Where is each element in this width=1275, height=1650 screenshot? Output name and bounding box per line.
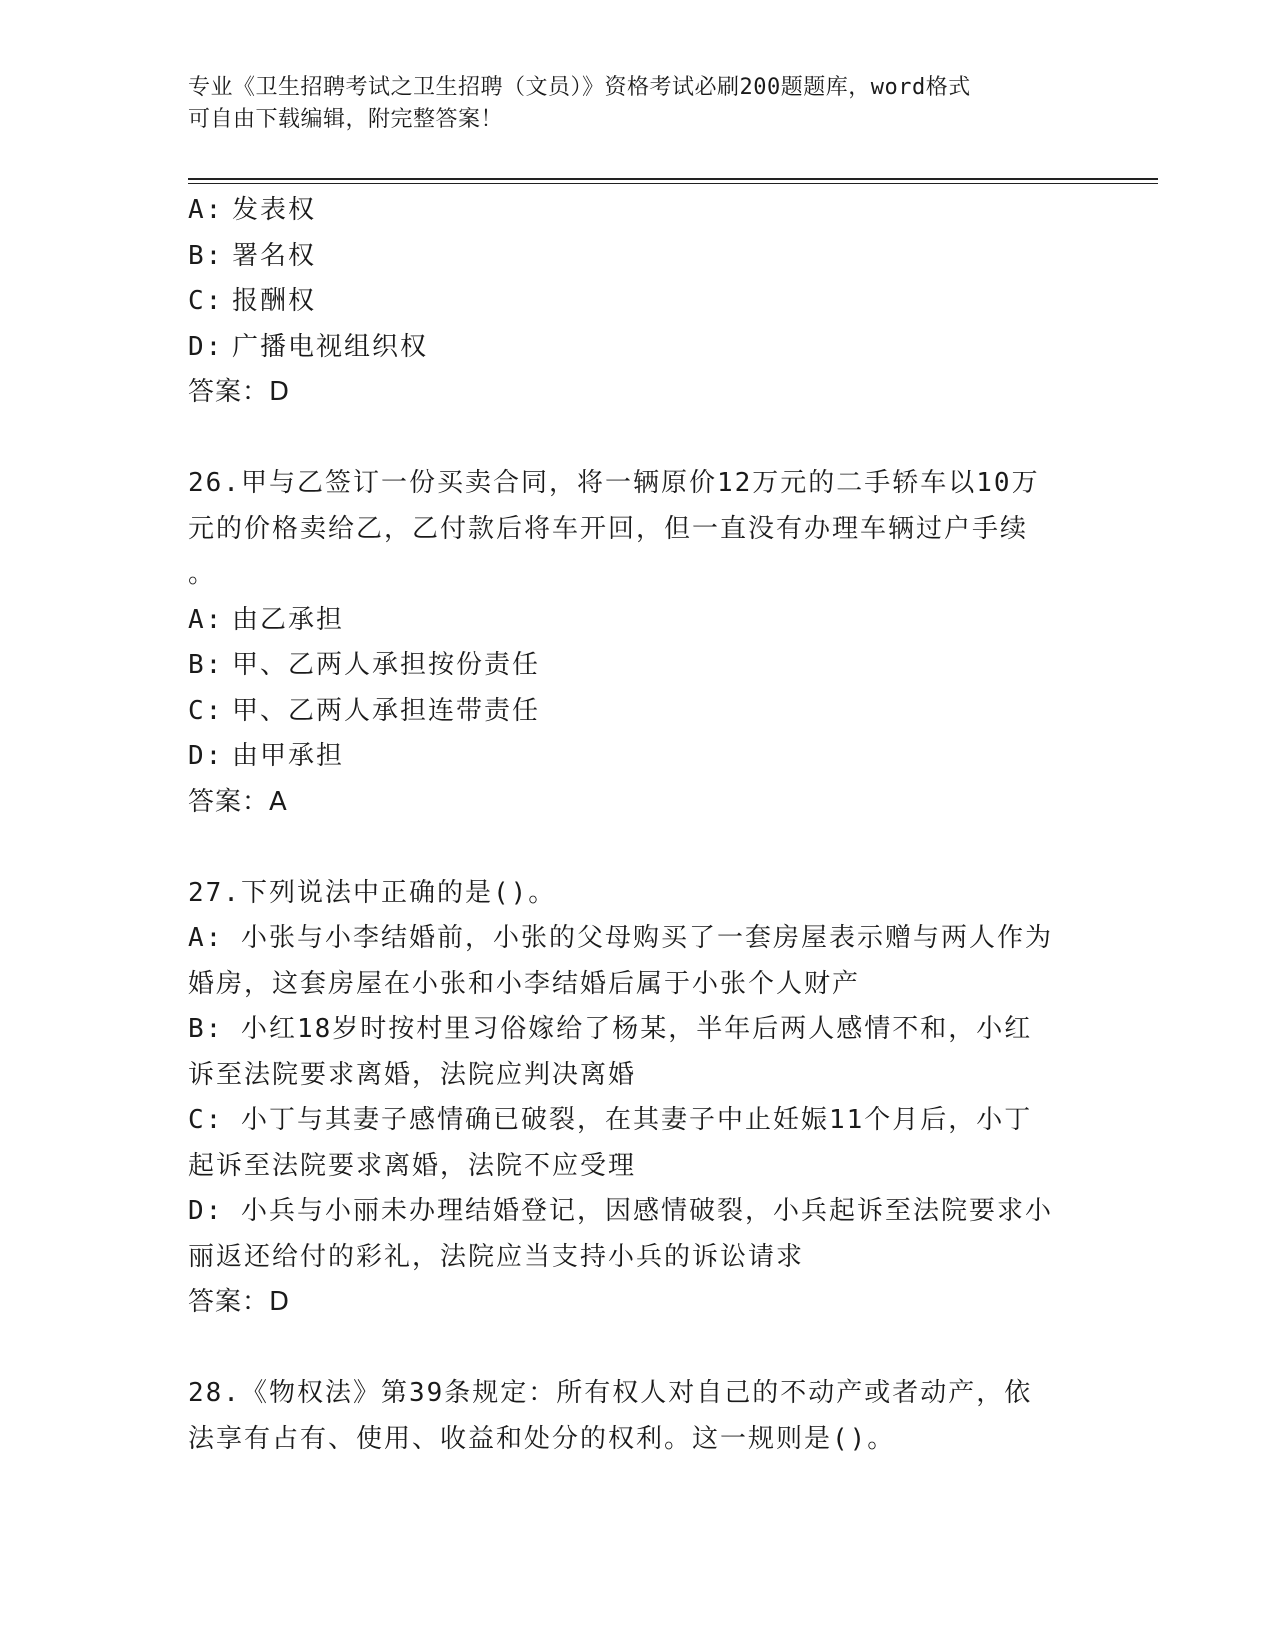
spacer (188, 825, 1088, 871)
option-key: D: (188, 331, 224, 362)
option-key: C: (188, 695, 224, 726)
question-text-line: 元的价格卖给乙，乙付款后将车开回，但一直没有办理车辆过户手续 (188, 513, 1029, 544)
question-text-line: 27.下列说法中正确的是()。 (188, 877, 557, 908)
question-text-line: 26.甲与乙签订一份买卖合同，将一辆原价12万元的二手轿车以10万 (188, 468, 1040, 498)
option-text: 广播电视组织权 (232, 331, 429, 362)
option-c-line-1: C: 小丁与其妻子感情确已破裂，在其妻子中止妊娠11个月后，小丁 (188, 1105, 1033, 1135)
option-text: 由甲承担 (232, 741, 345, 771)
option-b (188, 234, 1088, 280)
spacer (188, 1326, 1088, 1372)
option-c-line-2: 起诉至法院要求离婚，法院不应受理 (188, 1150, 637, 1181)
option-a-line-1: A: 小张与小李结婚前，小张的父母购买了一套房屋表示赠与两人作为 (188, 923, 1053, 953)
option-text: 甲、乙两人承担按份责任 (232, 650, 541, 680)
option-d-line-2: 丽返还给付的彩礼，法院应当支持小兵的诉讼请求 (188, 1241, 805, 1272)
option-a (188, 598, 1088, 644)
option-text: 署名权 (232, 240, 317, 271)
option-key: B: (188, 240, 224, 271)
option-d-line-1: D: 小兵与小丽未办理结婚登记，因感情破裂，小兵起诉至法院要求小 (188, 1196, 1053, 1226)
option-a-line-2: 婚房，这套房屋在小张和小李结婚后属于小张个人财产 (188, 968, 861, 999)
spacer (188, 416, 1088, 462)
question-text-line: 法享有占有、使用、收益和处分的权利。这一规则是()。 (188, 1423, 896, 1454)
header-divider-thick (188, 178, 1158, 180)
option-text: 甲、乙两人承担连带责任 (232, 695, 541, 726)
header-line-1: 专业《卫生招聘考试之卫生招聘（文员）》资格考试必刷200题题库，word格式 (188, 75, 971, 100)
option-b-line-2: 诉至法院要求离婚，法院应判决离婚 (188, 1059, 637, 1090)
question-text-line: 28.《物权法》第39条规定：所有权人对自己的不动产或者动产，依 (188, 1378, 1033, 1408)
header-line-2: 可自由下载编辑，附完整答案！ (188, 107, 504, 132)
option-text: 报酬权 (232, 286, 317, 316)
option-key: A: (188, 604, 224, 635)
option-key: D: (188, 741, 224, 771)
option-d (188, 325, 1088, 371)
page-header (188, 72, 1068, 136)
option-b (188, 643, 1088, 689)
option-a (188, 188, 1088, 234)
question-28 (188, 1371, 1088, 1462)
answer-line: 答案：A (188, 786, 288, 817)
question-26 (188, 461, 1088, 825)
question-text-line: 。 (188, 559, 217, 589)
question-content (188, 188, 1088, 1462)
question-25 (188, 188, 1088, 416)
option-c (188, 279, 1088, 325)
option-d (188, 734, 1088, 780)
option-key: C: (188, 286, 224, 316)
option-text: 发表权 (232, 195, 317, 225)
question-27 (188, 871, 1088, 1326)
option-c (188, 689, 1088, 735)
option-key: A: (188, 195, 224, 225)
answer-line: 答案：D (188, 1287, 291, 1317)
option-key: B: (188, 650, 224, 680)
header-divider-thin (188, 183, 1158, 184)
option-b-line-1: B: 小红18岁时按村里习俗嫁给了杨某，半年后两人感情不和，小红 (188, 1014, 1033, 1044)
answer-line: 答案：D (188, 377, 291, 407)
option-text: 由乙承担 (232, 604, 345, 635)
